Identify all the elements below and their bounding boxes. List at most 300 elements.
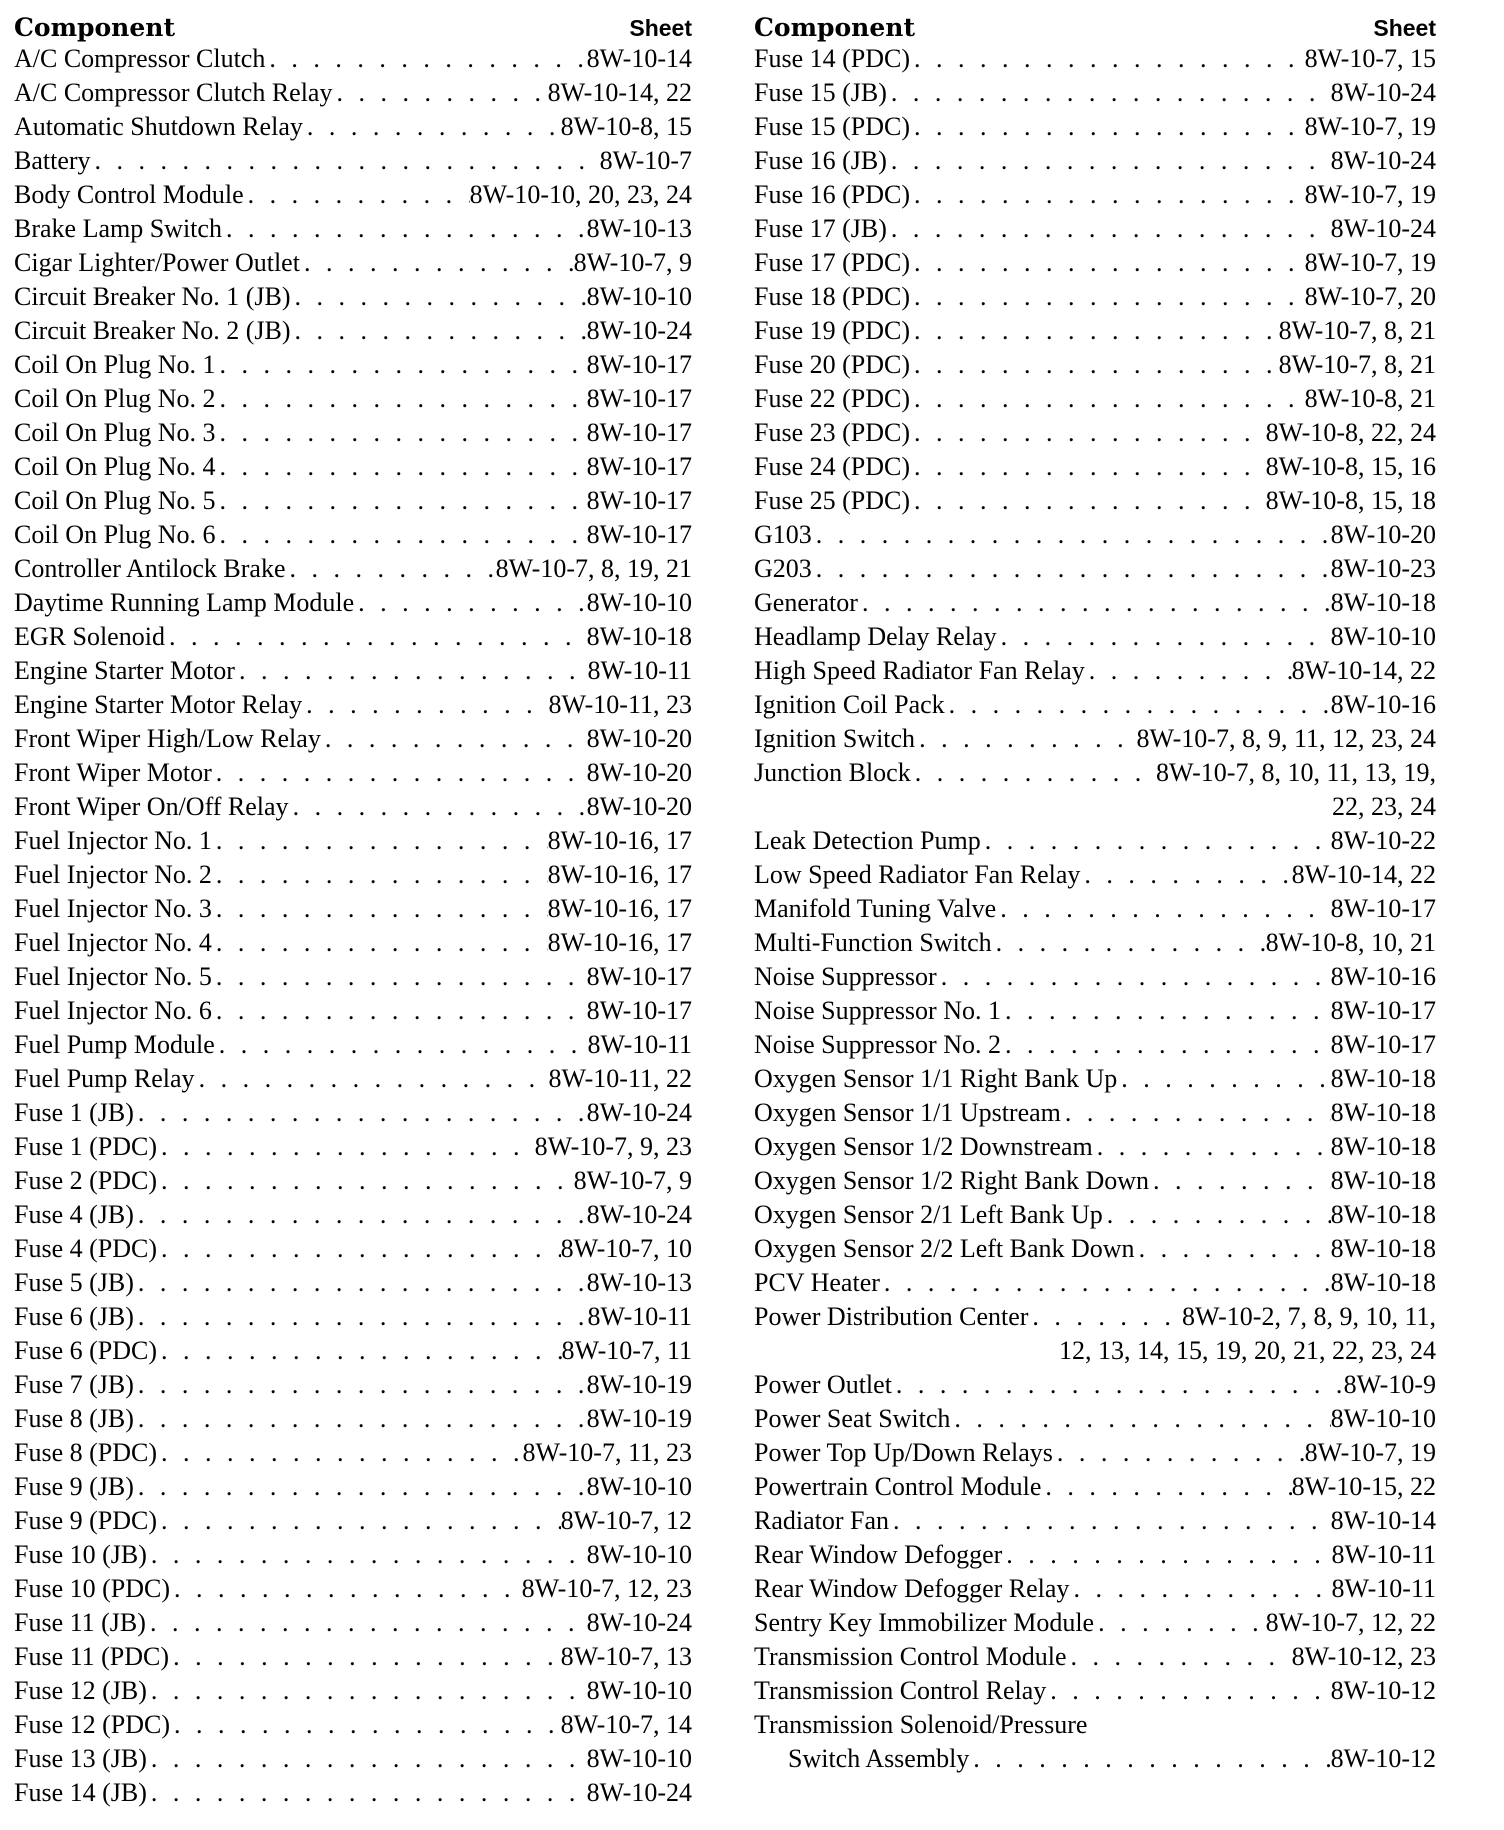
index-entry	[754, 722, 1436, 756]
component-name: Multi-Function Switch	[754, 928, 992, 957]
component-name: Circuit Breaker No. 2 (JB)	[14, 316, 291, 345]
sheet-reference: 8W-10-19	[586, 1370, 692, 1399]
component-name: Manifold Tuning Valve	[754, 894, 997, 923]
index-entry	[14, 1504, 692, 1538]
index-entry	[754, 1640, 1436, 1674]
component-name: Fuse 22 (PDC)	[754, 384, 911, 413]
dot-leader	[157, 1504, 561, 1538]
right-column	[754, 8, 1436, 1776]
sheet-reference: 8W-10-10	[586, 588, 692, 617]
index-entry	[754, 518, 1436, 552]
dot-leader	[134, 1096, 587, 1130]
component-name: A/C Compressor Clutch Relay	[14, 78, 333, 107]
index-entry	[754, 1028, 1436, 1062]
component-name: Radiator Fan	[754, 1506, 890, 1535]
sheet-reference: 8W-10-11	[587, 656, 692, 685]
sheet-reference: 8W-10-12, 23	[1291, 1642, 1436, 1671]
dot-leader	[212, 756, 587, 790]
component-name: Transmission Control Module	[754, 1642, 1067, 1671]
dot-leader	[945, 688, 1331, 722]
sheet-reference: 8W-10-17	[586, 520, 692, 549]
component-name: A/C Compressor Clutch	[14, 44, 266, 73]
component-name: Coil On Plug No. 6	[14, 520, 216, 549]
component-name: Transmission Control Relay	[754, 1676, 1047, 1705]
sheet-reference: 8W-10-7, 12, 22	[1265, 1608, 1436, 1637]
sheet-reference: 8W-10-16, 17	[547, 894, 692, 923]
dot-leader	[134, 1470, 587, 1504]
index-entry	[754, 824, 1436, 858]
sheet-header: Sheet	[1373, 15, 1436, 41]
sheet-reference: 8W-10-9	[1343, 1370, 1436, 1399]
component-name: Fuse 9 (JB)	[14, 1472, 134, 1501]
dot-leader	[910, 348, 1279, 382]
dot-leader	[216, 348, 587, 382]
sheet-reference: 8W-10-20	[1330, 520, 1436, 549]
component-name: Engine Starter Motor Relay	[14, 690, 303, 719]
component-name: Fuse 16 (JB)	[754, 146, 887, 175]
component-name: Fuse 10 (JB)	[14, 1540, 147, 1569]
dot-leader	[1117, 1062, 1330, 1096]
sheet-reference: 8W-10-18	[1330, 1234, 1436, 1263]
component-name: PCV Heater	[754, 1268, 880, 1297]
sheet-reference: 8W-10-14	[586, 44, 692, 73]
component-name: Power Seat Switch	[754, 1404, 951, 1433]
index-entry	[14, 382, 692, 416]
dot-leader	[858, 586, 1331, 620]
sheet-reference: 8W-10-10	[1330, 1404, 1436, 1433]
component-name: Power Distribution Center	[754, 1302, 1029, 1331]
sheet-reference: 8W-10-16, 17	[547, 928, 692, 957]
sheet-reference: 8W-10-8, 10, 21	[1265, 928, 1436, 957]
sheet-reference: 8W-10-7, 12	[560, 1506, 692, 1535]
component-name: Engine Starter Motor	[14, 656, 235, 685]
sheet-reference: 8W-10-17	[586, 486, 692, 515]
dot-leader	[291, 280, 587, 314]
dot-leader	[321, 722, 587, 756]
sheet-reference: 8W-10-16	[1330, 690, 1436, 719]
dot-leader	[812, 552, 1331, 586]
dot-leader	[157, 1164, 574, 1198]
sheet-reference: 8W-10-13	[586, 1268, 692, 1297]
dot-leader	[1135, 1232, 1331, 1266]
sheet-reference: 8W-10-7, 11, 23	[522, 1438, 692, 1467]
component-name: Fuel Injector No. 2	[14, 860, 212, 889]
dot-leader	[170, 1572, 522, 1606]
component-name: Fuse 14 (PDC)	[754, 44, 911, 73]
component-name: Front Wiper Motor	[14, 758, 212, 787]
sheet-reference: 8W-10-18	[1330, 1200, 1436, 1229]
sheet-reference-continuation: 22, 23, 24	[1332, 792, 1436, 821]
sheet-reference: 8W-10-8, 15, 16	[1265, 452, 1436, 481]
component-name: Battery	[14, 146, 91, 175]
index-entry	[754, 1096, 1436, 1130]
dot-leader	[300, 246, 574, 280]
dot-leader	[1046, 1674, 1330, 1708]
component-name: Ignition Coil Pack	[754, 690, 945, 719]
component-name: Oxygen Sensor 1/2 Right Bank Down	[754, 1166, 1150, 1195]
dot-leader	[147, 1674, 587, 1708]
sheet-header: Sheet	[629, 15, 692, 41]
dot-leader	[146, 1606, 587, 1640]
sheet-reference: 8W-10-23	[1330, 554, 1436, 583]
sheet-reference: 8W-10-14	[1330, 1506, 1436, 1535]
component-name: Coil On Plug No. 2	[14, 384, 216, 413]
index-entry	[754, 858, 1436, 892]
index-entry	[14, 1028, 692, 1062]
index-entry	[14, 518, 692, 552]
sheet-reference: 8W-10-18	[1330, 1132, 1436, 1161]
component-name: Fuel Injector No. 5	[14, 962, 212, 991]
dot-leader	[910, 416, 1266, 450]
sheet-reference: 8W-10-2, 7, 8, 9, 10, 11,	[1182, 1302, 1436, 1331]
index-entry	[14, 76, 692, 110]
index-entry	[14, 858, 692, 892]
component-name: Brake Lamp Switch	[14, 214, 222, 243]
sheet-reference: 8W-10-11	[587, 1030, 692, 1059]
index-entry	[754, 620, 1436, 654]
sheet-reference: 8W-10-16, 17	[547, 860, 692, 889]
dot-leader	[911, 756, 1156, 790]
column-header	[14, 8, 692, 42]
dot-leader	[157, 1334, 562, 1368]
index-entry	[14, 926, 692, 960]
index-entry	[754, 1402, 1436, 1436]
component-name: Junction Block	[754, 758, 911, 787]
dot-leader	[910, 246, 1305, 280]
component-name: Headlamp Delay Relay	[754, 622, 997, 651]
component-header: Component	[14, 13, 175, 42]
index-entry	[14, 484, 692, 518]
sheet-reference: 8W-10-11, 23	[548, 690, 692, 719]
sheet-reference: 8W-10-18	[586, 622, 692, 651]
index-entry	[14, 1368, 692, 1402]
dot-leader	[147, 1776, 587, 1810]
index-entry	[14, 1130, 692, 1164]
component-name: Fuse 7 (JB)	[14, 1370, 134, 1399]
component-name: Fuse 2 (PDC)	[14, 1166, 158, 1195]
component-name: Fuse 6 (PDC)	[14, 1336, 158, 1365]
dot-leader	[1041, 1470, 1291, 1504]
index-entry	[14, 1232, 692, 1266]
dot-leader	[1001, 1028, 1331, 1062]
component-name: High Speed Radiator Fan Relay	[754, 656, 1085, 685]
sheet-reference: 8W-10-12	[1330, 1676, 1436, 1705]
index-entry	[754, 1368, 1436, 1402]
index-entry	[14, 1776, 692, 1810]
sheet-reference: 8W-10-7, 19	[1304, 112, 1436, 141]
dot-leader	[212, 926, 548, 960]
sheet-reference: 8W-10-11, 22	[548, 1064, 692, 1093]
dot-leader	[157, 1436, 523, 1470]
sheet-reference: 8W-10-24	[586, 1098, 692, 1127]
sheet-reference: 8W-10-24	[1330, 78, 1436, 107]
dot-leader	[212, 994, 587, 1028]
index-entry	[14, 1436, 692, 1470]
index-entry	[14, 1640, 692, 1674]
dot-leader	[157, 1232, 561, 1266]
sheet-reference: 8W-10-7, 8, 19, 21	[495, 554, 692, 583]
index-entry	[14, 416, 692, 450]
index-entry	[14, 42, 692, 76]
sheet-reference: 8W-10-10	[1330, 622, 1436, 651]
index-entry	[14, 756, 692, 790]
dot-leader	[212, 858, 548, 892]
dot-leader	[1061, 1096, 1331, 1130]
component-name: Fuse 15 (PDC)	[754, 112, 911, 141]
index-entry	[754, 994, 1436, 1028]
component-name: Fuse 12 (JB)	[14, 1676, 147, 1705]
component-name: Sentry Key Immobilizer Module	[754, 1608, 1095, 1637]
component-name: Fuse 9 (PDC)	[14, 1506, 158, 1535]
dot-leader	[910, 450, 1266, 484]
component-name: Fuel Injector No. 6	[14, 996, 212, 1025]
dot-leader	[215, 1028, 588, 1062]
dot-leader	[887, 144, 1331, 178]
sheet-reference: 8W-10-24	[586, 1608, 692, 1637]
dot-leader	[303, 110, 561, 144]
index-entry	[754, 42, 1436, 76]
index-entry	[754, 1504, 1436, 1538]
dot-leader	[291, 314, 587, 348]
sheet-reference-continuation: 12, 13, 14, 15, 19, 20, 21, 22, 23, 24	[1059, 1336, 1436, 1365]
component-name: Fuse 18 (PDC)	[754, 282, 911, 311]
sheet-reference: 8W-10-7, 12, 23	[521, 1574, 692, 1603]
component-name: Fuse 10 (PDC)	[14, 1574, 171, 1603]
sheet-reference: 8W-10-8, 21	[1304, 384, 1436, 413]
sheet-reference: 8W-10-18	[1330, 1268, 1436, 1297]
sheet-reference: 8W-10-10	[586, 282, 692, 311]
sheet-reference: 8W-10-14, 22	[1291, 656, 1436, 685]
index-entry	[754, 246, 1436, 280]
component-name: Fuse 23 (PDC)	[754, 418, 911, 447]
dot-leader	[165, 620, 587, 654]
left-column	[14, 8, 692, 1810]
index-entry	[14, 1266, 692, 1300]
sheet-reference: 8W-10-8, 15, 18	[1265, 486, 1436, 515]
index-entry	[754, 110, 1436, 144]
column-header	[754, 8, 1436, 42]
sheet-reference: 8W-10-10	[586, 1540, 692, 1569]
index-entry	[14, 1742, 692, 1776]
sheet-reference: 8W-10-24	[586, 1200, 692, 1229]
index-entry	[14, 1606, 692, 1640]
dot-leader	[937, 960, 1331, 994]
index-entry	[754, 1470, 1436, 1504]
dot-leader	[286, 552, 496, 586]
dot-leader	[289, 790, 587, 824]
sheet-reference: 8W-10-7, 15	[1304, 44, 1436, 73]
index-entry	[754, 484, 1436, 518]
component-name: Fuse 12 (PDC)	[14, 1710, 171, 1739]
component-name: Circuit Breaker No. 1 (JB)	[14, 282, 291, 311]
dot-leader	[212, 824, 548, 858]
component-name: Daytime Running Lamp Module	[14, 588, 355, 617]
component-name: Fuse 5 (JB)	[14, 1268, 134, 1297]
component-name: Fuel Injector No. 3	[14, 894, 212, 923]
dot-leader	[216, 484, 587, 518]
sheet-reference: 8W-10-24	[586, 316, 692, 345]
index-entry	[754, 1266, 1436, 1300]
component-name: Controller Antilock Brake	[14, 554, 286, 583]
index-entry	[754, 654, 1436, 688]
index-entry	[754, 1538, 1436, 1572]
sheet-reference: 8W-10-10	[586, 1676, 692, 1705]
sheet-reference: 8W-10-17	[586, 962, 692, 991]
index-entry	[754, 1164, 1436, 1198]
left-entry-list	[14, 42, 692, 1810]
component-name: Power Top Up/Down Relays	[754, 1438, 1053, 1467]
sheet-reference: 8W-10-11	[587, 1302, 692, 1331]
sheet-reference: 8W-10-14, 22	[547, 78, 692, 107]
dot-leader	[265, 42, 586, 76]
index-entry	[14, 450, 692, 484]
component-name: Fuse 17 (JB)	[754, 214, 887, 243]
dot-leader	[887, 212, 1331, 246]
index-entry	[14, 348, 692, 382]
component-name: Fuse 8 (JB)	[14, 1404, 134, 1433]
component-name: Fuse 6 (JB)	[14, 1302, 134, 1331]
dot-leader	[915, 722, 1136, 756]
sheet-reference: 8W-10-17	[1330, 894, 1436, 923]
dot-leader	[169, 1640, 561, 1674]
dot-leader	[969, 1742, 1330, 1776]
dot-leader	[1053, 1436, 1305, 1470]
index-entry	[754, 688, 1436, 722]
component-name: Fuel Injector No. 4	[14, 928, 212, 957]
index-entry	[14, 688, 692, 722]
index-entry	[14, 178, 692, 212]
dot-leader	[134, 1266, 587, 1300]
right-entry-list	[754, 42, 1436, 1776]
sheet-reference: 8W-10-7, 10	[560, 1234, 692, 1263]
component-name: Rear Window Defogger Relay	[754, 1574, 1070, 1603]
sheet-reference: 8W-10-17	[586, 996, 692, 1025]
dot-leader	[996, 892, 1330, 926]
component-name: Fuse 1 (JB)	[14, 1098, 134, 1127]
dot-leader	[212, 960, 587, 994]
sheet-reference: 8W-10-18	[1330, 1166, 1436, 1195]
dot-leader	[910, 178, 1305, 212]
component-name: Ignition Switch	[754, 724, 916, 753]
sheet-reference: 8W-10-17	[586, 350, 692, 379]
dot-leader	[216, 518, 587, 552]
index-entry	[754, 450, 1436, 484]
index-entry	[14, 586, 692, 620]
dot-leader	[1103, 1198, 1331, 1232]
component-name: Fuse 14 (JB)	[14, 1778, 147, 1807]
sheet-reference: 8W-10-7, 20	[1304, 282, 1436, 311]
index-entry	[754, 756, 1436, 790]
dot-leader	[812, 518, 1331, 552]
index-entry	[754, 280, 1436, 314]
component-name: Oxygen Sensor 1/2 Downstream	[754, 1132, 1093, 1161]
index-entry	[754, 926, 1436, 960]
dot-leader	[950, 1402, 1330, 1436]
sheet-reference: 8W-10-20	[586, 724, 692, 753]
sheet-reference: 8W-10-17	[586, 452, 692, 481]
index-entry	[14, 1300, 692, 1334]
index-entry	[754, 178, 1436, 212]
component-name: Powertrain Control Module	[754, 1472, 1042, 1501]
dot-leader	[195, 1062, 549, 1096]
sheet-reference: 8W-10-17	[586, 384, 692, 413]
component-name: Leak Detection Pump	[754, 826, 981, 855]
sheet-reference: 8W-10-24	[1330, 214, 1436, 243]
index-entry	[14, 960, 692, 994]
component-name: Low Speed Radiator Fan Relay	[754, 860, 1081, 889]
dot-leader	[1069, 1572, 1331, 1606]
index-entry	[14, 1538, 692, 1572]
component-name: G103	[754, 520, 812, 549]
sheet-reference: 8W-10-11	[1331, 1574, 1436, 1603]
index-entry	[14, 552, 692, 586]
component-name: Fuel Pump Module	[14, 1030, 215, 1059]
component-name: Fuse 15 (JB)	[754, 78, 887, 107]
dot-leader	[880, 1266, 1331, 1300]
index-entry	[14, 722, 692, 756]
dot-leader	[889, 1504, 1331, 1538]
index-entry	[754, 1198, 1436, 1232]
component-name: Fuse 4 (JB)	[14, 1200, 134, 1229]
index-entry	[754, 1708, 1436, 1742]
sheet-reference: 8W-10-15, 22	[1291, 1472, 1436, 1501]
sheet-reference: 8W-10-17	[1330, 996, 1436, 1025]
index-entry	[754, 1300, 1436, 1334]
sheet-reference: 8W-10-18	[1330, 1064, 1436, 1093]
dot-leader	[134, 1198, 587, 1232]
sheet-reference: 8W-10-7, 8, 9, 11, 12, 23, 24	[1136, 724, 1436, 753]
sheet-reference: 8W-10-7, 9	[573, 248, 692, 277]
index-entry	[754, 892, 1436, 926]
dot-leader	[1001, 994, 1331, 1028]
dot-leader	[354, 586, 586, 620]
dot-leader	[1002, 1538, 1331, 1572]
index-entry	[14, 314, 692, 348]
dot-leader	[222, 212, 587, 246]
index-entry	[754, 1436, 1436, 1470]
component-name: Noise Suppressor No. 1	[754, 996, 1001, 1025]
index-entry	[14, 994, 692, 1028]
index-entry	[754, 348, 1436, 382]
component-name: Generator	[754, 588, 858, 617]
index-entry	[754, 960, 1436, 994]
index-entry	[14, 790, 692, 824]
index-entry	[754, 76, 1436, 110]
dot-leader	[1094, 1606, 1265, 1640]
component-name: Switch Assembly	[788, 1744, 970, 1773]
sheet-reference: 8W-10-10, 20, 23, 24	[469, 180, 692, 209]
sheet-reference: 8W-10-17	[1330, 1030, 1436, 1059]
sheet-reference: 8W-10-10	[586, 1472, 692, 1501]
dot-leader	[981, 824, 1331, 858]
index-entry	[14, 1164, 692, 1198]
dot-leader	[91, 144, 600, 178]
index-entry	[14, 144, 692, 178]
dot-leader	[910, 42, 1305, 76]
index-entry	[754, 1572, 1436, 1606]
dot-leader	[170, 1708, 561, 1742]
sheet-reference: 8W-10-7	[599, 146, 692, 175]
dot-leader	[892, 1368, 1344, 1402]
sheet-reference: 8W-10-7, 13	[560, 1642, 692, 1671]
component-name: Transmission Solenoid/Pressure	[754, 1710, 1088, 1739]
index-entry	[754, 552, 1436, 586]
component-name: Fuse 16 (PDC)	[754, 180, 911, 209]
dot-leader	[1067, 1640, 1292, 1674]
component-name: Coil On Plug No. 4	[14, 452, 216, 481]
sheet-reference: 8W-10-17	[586, 418, 692, 447]
dot-leader	[332, 76, 547, 110]
